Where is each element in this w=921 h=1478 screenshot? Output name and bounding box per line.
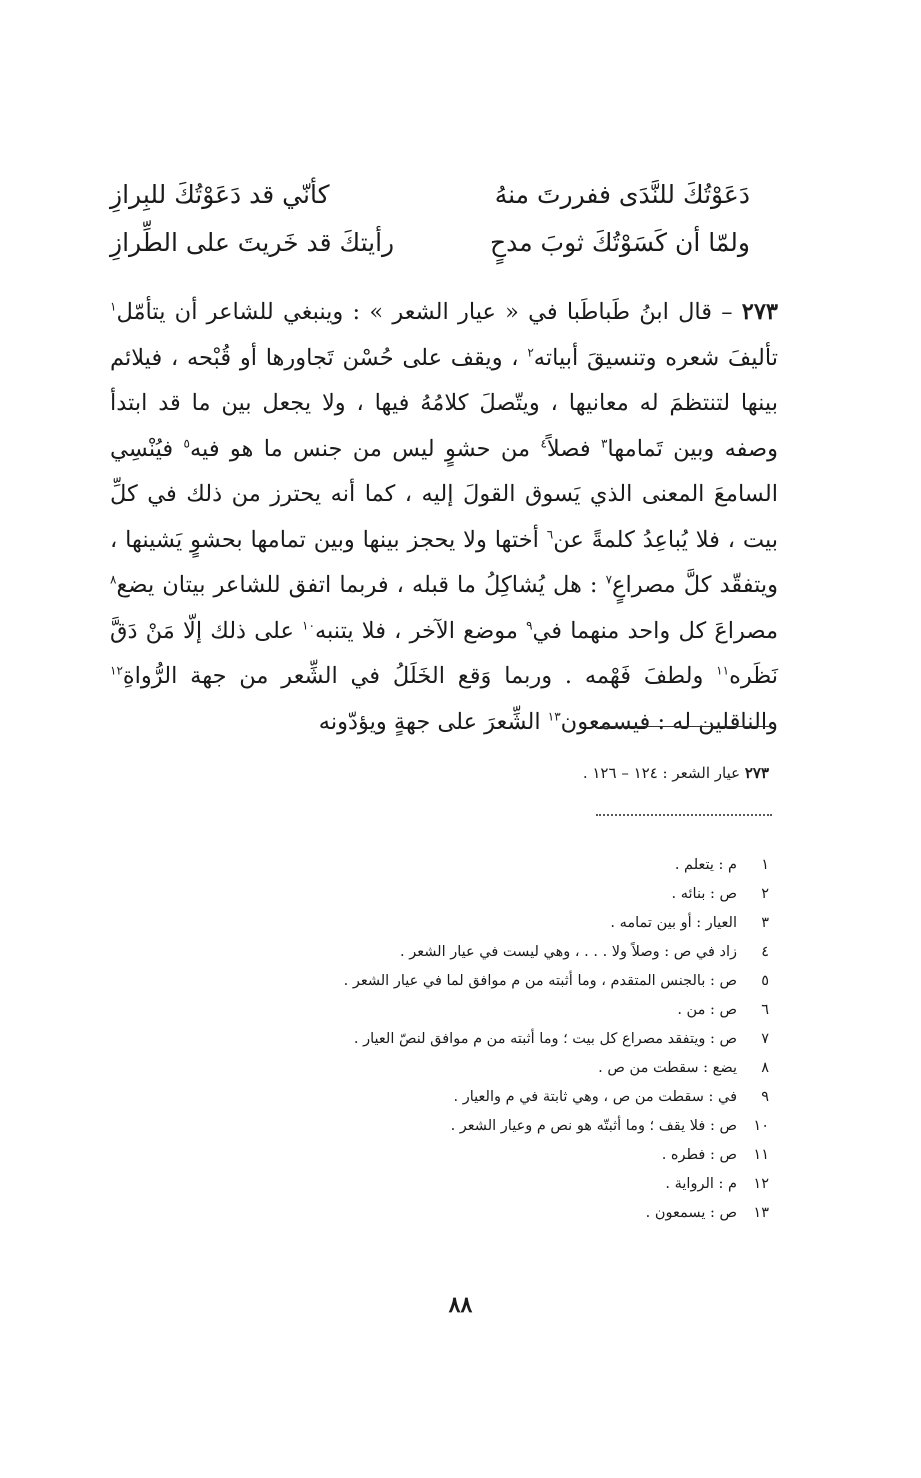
footnote-separator [600,726,772,727]
footnote-number: ١٣ [753,1204,769,1221]
verse-hemistich-first: دَعَوْتُكَ للنَّدَى ففررتَ منهُ [494,180,750,209]
footnote-item [209,1053,769,1082]
verse-line [110,228,750,257]
footnote-text: في : سقطت من ص ، وهي ثابتة في م والعيار . [453,1088,737,1105]
footnote-number: ١١ [753,1146,769,1163]
footnote-text: م : يتعلم . [674,856,737,873]
verse-hemistich-second: رأيتكَ قد خَريتَ على الطِّرازِ [110,228,395,257]
footnote-number: ٣ [761,914,769,931]
footnote-marker: ٤ [540,436,547,450]
footnote-number: ٩ [761,1088,769,1105]
footnote-marker: ٩ [526,618,533,632]
footnote-number: ١ [761,856,769,873]
footnote-text: ص : بالجنس المتقدم ، وما أثبته من م موافق لما في عيار الشعر . [343,972,737,989]
footnote-marker: ٦ [546,527,554,541]
source-text: عيار الشعر : ١٢٤ – ١٢٦ . [582,764,745,782]
footnote-text: ص : فطره . [661,1146,737,1163]
footnote-marker: ٣ [600,436,608,450]
paragraph-text: من حشوٍ ليس من جنس ما هو فيه [189,435,541,462]
paragraph-text: تأليفَ شعره وتنسيقَ أبياته [533,344,778,371]
footnote-marker: ٨ [110,572,117,587]
verse-hemistich-first: ولمّا أن كَسَوْتُكَ ثوبَ مدحٍ [489,228,750,257]
footnote-text: ص : يسمعون . [645,1204,737,1221]
footnote-item [209,937,769,966]
footnote-number: ٦ [761,1001,769,1018]
verse-hemistich-second: كأنّي قد دَعَوْتُكَ للبِرازِ [110,180,330,209]
footnote-text: يضع : سقطت من ص . [598,1059,737,1076]
footnote-text: العيار : أو بين تمامه . [610,914,737,931]
footnote-marker: ١٠ [302,618,315,632]
paragraph-number: ٢٧٣ [741,299,778,325]
paragraph-text: مصراعَ كل واحد منهما في [532,617,779,644]
footnote-item [209,1111,769,1140]
paragraph-text: فيُنْسِي السامعَ المعنى الذي يَسوق القولَ إليه ، كما أنه يحترز من ذلك في كلِّ بيت ، فلا يُباعِدُ كلمةً عن [110,435,778,553]
paragraph-text: موضع الآخر ، فلا يتنبه [314,617,527,644]
footnote-marker: ٧ [605,572,613,587]
footnote-item [209,879,769,908]
footnote-item [209,1198,769,1227]
footnote-number: ٥ [761,972,769,989]
paragraph-text: فصلاً [546,435,601,462]
footnote-number: ١٠ [753,1117,769,1134]
verse-line [110,180,750,209]
footnote-marker: ٢ [527,345,534,359]
footnote-item [209,1169,769,1198]
footnote-item [209,908,769,937]
source-number: ٢٧٣ [744,764,769,782]
footnote-text: م : الرواية . [665,1175,737,1192]
source-reference [583,764,769,782]
footnote-number: ٨ [761,1059,769,1076]
footnote-marker: ١٢ [110,663,123,678]
footnote-number: ١٢ [753,1175,769,1192]
page-number: ٨٨ [448,1292,473,1318]
footnote-marker: ٥ [183,436,190,450]
paragraph-text: ولطفَ فَهْمه . وربما وَقع الخَلَلُ في الشِّعر من جهة الرُّواةِ [122,663,717,689]
footnote-item [209,1140,769,1169]
paragraph-text: ، ويقف على حُسْن تَجاورها أو قُبْحه ، فيلائم بينها لتنتظمَ له معانيها ، ويتّصلَ كلامُهُ فيها ، ولا يجعل بين ما قد ابتدأ وصفه وبين تَمامها [110,344,778,462]
paragraph-text: الشِّعرَ على جهةٍ ويؤدّونه [318,708,548,735]
footnote-item [209,1082,769,1111]
paragraph-text: أختها ولا يحجز بينها وبين تمامها بحشوٍ يَشينها ، ويتفقّد كلَّ مصراعٍ [110,526,778,598]
footnote-marker: ١٣ [547,709,561,723]
footnote-text: ص : فلا يقف ؛ وما أثبتّه هو نص م وعيار الشعر . [450,1117,737,1134]
footnote-item [209,995,769,1024]
paragraph-text: : هل يُشاكِلُ ما قبله ، فربما اتفق للشاعر بيتان يضع [116,572,606,598]
paragraph-text: والناقلين له : فيسمعون [560,708,778,735]
footnote-number: ٤ [761,943,769,960]
footnote-text: ص : بنائه . [671,885,737,902]
footnote-item [209,1024,769,1053]
footnote-text: ص : من . [677,1001,737,1018]
footnote-text: زاد في ص : وصلاً ولا . . . ، وهي ليست في عيار الشعر . [400,943,737,960]
footnote-marker: ١١ [716,663,730,678]
paragraph-text: – قال ابنُ طَباطَبا في « عيار الشعر » : وينبغي للشاعر أن يتأمّل [116,299,742,325]
footnote-item [209,850,769,879]
footnote-number: ٧ [761,1030,769,1047]
main-paragraph [110,290,778,745]
footnote-number: ٢ [761,885,769,902]
footnote-text: ص : ويتفقد مصراع كل بيت ؛ وما أثبته من م موافق لنصّ العيار . [353,1030,737,1047]
dotted-separator [596,814,772,816]
footnote-marker: ١ [110,299,117,314]
footnote-item [209,966,769,995]
paragraph-text: على ذلك إلّا مَنْ دَقَّ نَظَره [110,617,778,689]
footnotes-list [209,850,769,1227]
